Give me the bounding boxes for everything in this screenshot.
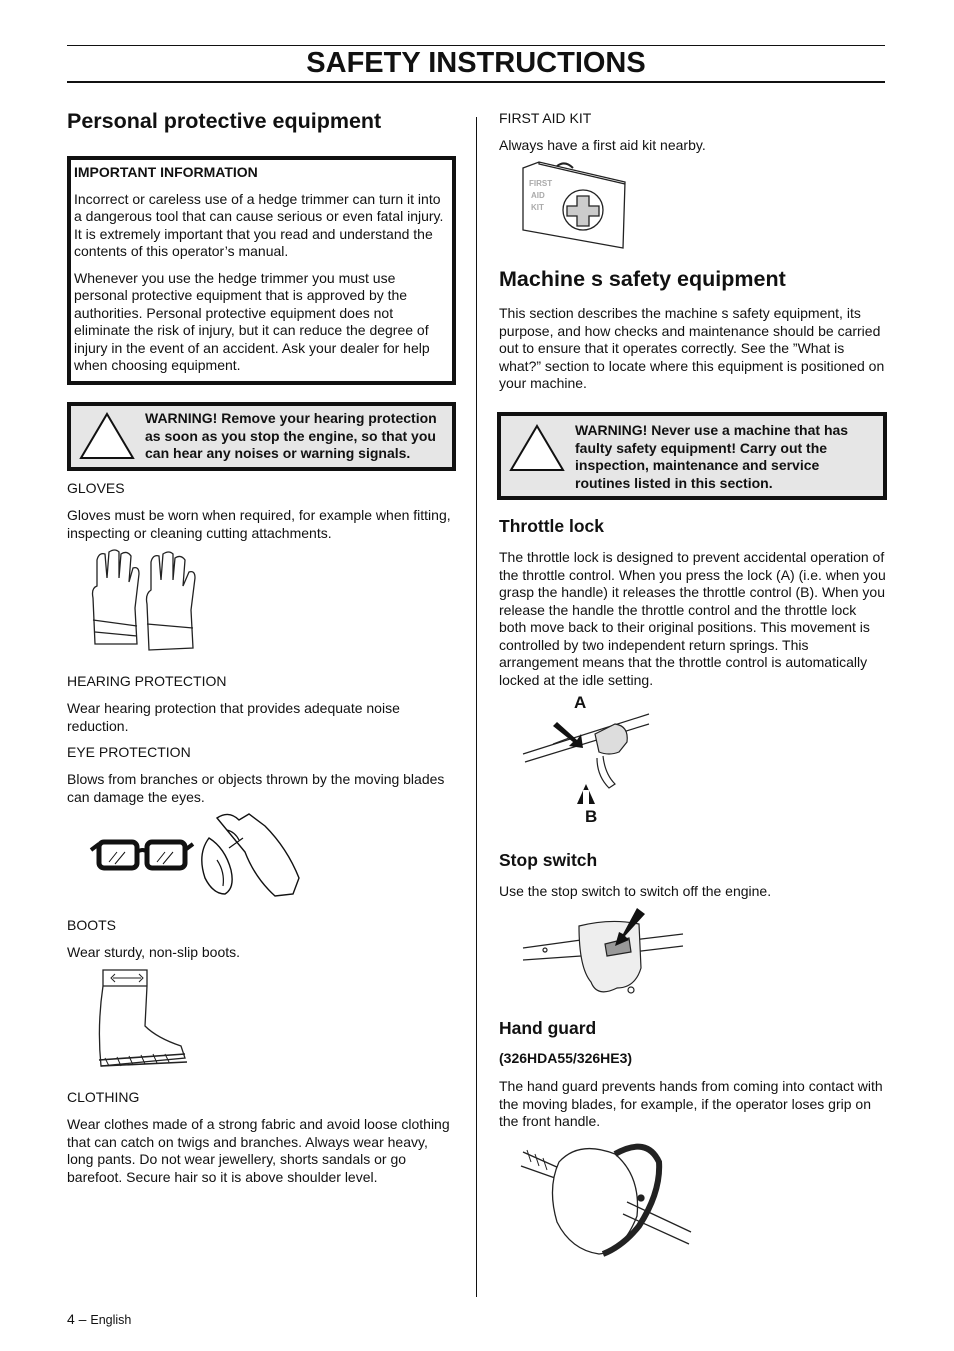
page-number: 4 – bbox=[67, 1311, 87, 1327]
faulty-equipment-warning-text: WARNING! Never use a machine that has faulty safety equipment! Carry out the inspection, maintenance and service routines listed in this section. bbox=[575, 422, 849, 491]
eye-protection-illustration bbox=[89, 808, 309, 902]
page-title: SAFETY INSTRUCTIONS bbox=[306, 47, 646, 79]
first-aid-text: Always have a first aid kit nearby. bbox=[499, 137, 706, 153]
gloves-label: GLOVES bbox=[67, 480, 125, 496]
clothing-label: CLOTHING bbox=[67, 1089, 140, 1105]
first-aid-label: FIRST AID KIT bbox=[499, 110, 592, 126]
section-heading-ppe: Personal protective equipment bbox=[67, 109, 382, 133]
column-divider bbox=[476, 117, 477, 1297]
hearing-warning-text: WARNING! Remove your hearing protection as soon as you stop the engine, so that you can hear any noises or warning signals. bbox=[145, 410, 437, 461]
stop-switch-text: Use the stop switch to switch off the engine. bbox=[499, 883, 772, 899]
throttle-lock-illustration bbox=[519, 690, 659, 830]
hand-guard-text: The hand guard prevents hands from coming into contact with the moving blades, for example, if the operator loses grip on the front handle. bbox=[499, 1078, 883, 1129]
hand-guard-heading: Hand guard bbox=[499, 1018, 597, 1038]
hearing-text: Wear hearing protection that provides adequate noise reduction. bbox=[67, 700, 400, 734]
boots-label: BOOTS bbox=[67, 917, 117, 933]
label-a: A bbox=[574, 693, 587, 712]
warning-triangle-icon bbox=[77, 410, 145, 461]
boots-illustration bbox=[95, 966, 189, 1072]
faulty-equipment-warning-box bbox=[497, 412, 887, 500]
important-info-para1: Incorrect or careless use of a hedge trimmer can turn it into a dangerous tool that can cause serious or even fatal injury. It is extremely important that you read and understand the contents of this operator’s manual. bbox=[74, 190, 444, 259]
throttle-lock-heading: Throttle lock bbox=[499, 516, 605, 536]
first-aid-kit-lettering-3: KIT bbox=[531, 203, 544, 212]
clothing-text: Wear clothes made of a strong fabric and avoid loose clothing that can catch on twigs and branches. Always wear heavy, long pants. Do not wear jewellery, shorts sandals or go barefoot. Secure hair so it is above shoulder level. bbox=[67, 1116, 450, 1185]
hand-guard-illustration bbox=[519, 1132, 695, 1262]
label-b: B bbox=[585, 807, 598, 826]
page-footer bbox=[67, 1311, 131, 1330]
first-aid-kit-lettering-1: FIRST bbox=[529, 179, 553, 188]
eye-label: EYE PROTECTION bbox=[67, 744, 191, 760]
first-aid-kit-illustration bbox=[521, 160, 627, 252]
section-heading-machine-safety: Machine s safety equipment bbox=[499, 267, 786, 291]
throttle-lock-text: The throttle lock is designed to prevent accidental operation of the throttle control. When you press the lock (A) (i.e. when you grasp the handle) it releases the throttle control (B). When you release the handle the throttle control and the throttle lock both move back to their original positions. This movement is controlled by two independent return springs. This arrangement means that the throttle control is automatically locked at the idle setting. bbox=[499, 549, 886, 688]
hearing-label: HEARING PROTECTION bbox=[67, 673, 227, 689]
gloves-text: Gloves must be worn when required, for example when fitting, inspecting or cleaning cutting attachments. bbox=[67, 507, 451, 541]
header-rule-bottom bbox=[67, 81, 885, 83]
important-info-para2: Whenever you use the hedge trimmer you must use personal protective equipment that is approved by the authorities. Personal protective equipment does not eliminate the risk of injury, but it can reduce the degree of injury in the event of an accident. Ask your dealer for help when choosing equipment. bbox=[74, 269, 430, 373]
stop-switch-illustration bbox=[521, 904, 687, 1002]
hand-guard-models: (326HDA55/326HE3) bbox=[499, 1050, 633, 1066]
hearing-warning-box bbox=[67, 402, 456, 471]
important-info-box bbox=[67, 156, 456, 385]
eye-text: Blows from branches or objects thrown by the moving blades can damage the eyes. bbox=[67, 771, 445, 805]
boots-text: Wear sturdy, non-slip boots. bbox=[67, 944, 241, 960]
footer-language: English bbox=[90, 1313, 132, 1327]
machine-safety-intro: This section describes the machine s safety equipment, its purpose, and how checks and maintenance should be carried out to ensure that it operates correctly. See the ”What is what?” section to locate where this equipment is positioned on your machine. bbox=[499, 305, 885, 391]
warning-triangle-icon bbox=[507, 422, 575, 490]
important-info-title: IMPORTANT INFORMATION bbox=[74, 164, 258, 180]
gloves-illustration bbox=[89, 548, 201, 656]
first-aid-kit-lettering-2: AID bbox=[531, 191, 545, 200]
stop-switch-heading: Stop switch bbox=[499, 850, 598, 870]
